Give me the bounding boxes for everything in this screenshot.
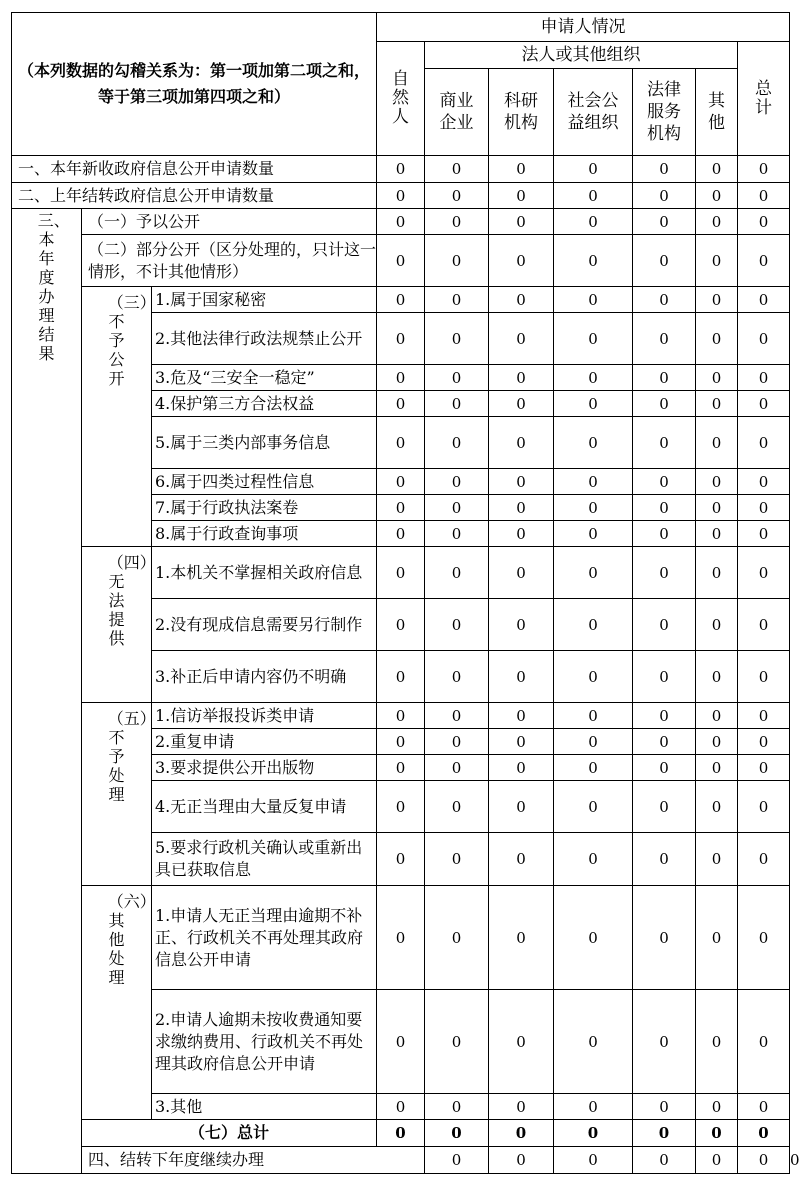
- cell-c2-6: 0: [738, 599, 790, 651]
- cell-b3-6: 0: [738, 365, 790, 391]
- cell-b2-3: 0: [554, 313, 633, 365]
- row-label-e2: 2.申请人逾期未按收费通知要求缴纳费用、行政机关不再处理其政府信息公开申请: [152, 990, 377, 1094]
- cell-d3-1: 0: [425, 755, 489, 781]
- cell-b1-1: 0: [425, 287, 489, 313]
- cell-r2-1: 0: [425, 183, 489, 209]
- cell-b3-0: 0: [377, 365, 425, 391]
- cell-b3-5: 0: [696, 365, 738, 391]
- statistics-table: [11, 12, 800, 1174]
- table-row: [12, 1120, 790, 1147]
- cell-d2-5: 0: [696, 729, 738, 755]
- cell-c3-4: 0: [633, 651, 696, 703]
- cell-b3-2: 0: [489, 365, 554, 391]
- header-note: （本列数据的勾稽关系为：第一项加第二项之和，等于第三项加第四项之和）: [12, 13, 377, 156]
- cell-a2-4: 0: [633, 235, 696, 287]
- cell-d5-3: 0: [554, 833, 633, 886]
- cell-e2-5: 0: [696, 990, 738, 1094]
- group-no-open: （三）不予公开: [82, 287, 152, 547]
- cell-d2-1: 0: [425, 729, 489, 755]
- cell-e2-4: 0: [633, 990, 696, 1094]
- cell-d5-1: 0: [425, 833, 489, 886]
- cell-d4-6: 0: [738, 781, 790, 833]
- cell-r2-3: 0: [554, 183, 633, 209]
- cell-b1-3: 0: [554, 287, 633, 313]
- cell-b2-6: 0: [738, 313, 790, 365]
- cell-b6-2: 0: [489, 469, 554, 495]
- cell-a1-0: 0: [377, 209, 425, 235]
- cell-r1-2: 0: [489, 156, 554, 183]
- cell-d4-2: 0: [489, 781, 554, 833]
- cell-b5-3: 0: [554, 417, 633, 469]
- row-label-tot: （七）总计: [82, 1120, 377, 1147]
- row-label-a1: （一）予以公开: [82, 209, 377, 235]
- col-business: 商业企业: [425, 69, 489, 156]
- cell-b5-4: 0: [633, 417, 696, 469]
- group-other-handle: （六）其他处理: [82, 886, 152, 1120]
- cell-b7-4: 0: [633, 495, 696, 521]
- cell-c3-5: 0: [696, 651, 738, 703]
- cell-d5-0: 0: [377, 833, 425, 886]
- cell-b5-6: 0: [738, 417, 790, 469]
- col-public-welfare: 社会公益组织: [554, 69, 633, 156]
- cell-b4-5: 0: [696, 391, 738, 417]
- cell-b7-0: 0: [377, 495, 425, 521]
- cell-a1-3: 0: [554, 209, 633, 235]
- cell-b1-2: 0: [489, 287, 554, 313]
- cell-r1-3: 0: [554, 156, 633, 183]
- row-label-c2: 2.没有现成信息需要另行制作: [152, 599, 377, 651]
- cell-r2-2: 0: [489, 183, 554, 209]
- cell-b2-1: 0: [425, 313, 489, 365]
- cell-b1-5: 0: [696, 287, 738, 313]
- cell-c1-3: 0: [554, 547, 633, 599]
- row-label-r4: 四、结转下年度继续办理: [82, 1147, 425, 1174]
- cell-b8-5: 0: [696, 521, 738, 547]
- cell-b4-3: 0: [554, 391, 633, 417]
- cell-c3-1: 0: [425, 651, 489, 703]
- cell-r2-4: 0: [633, 183, 696, 209]
- cell-c1-4: 0: [633, 547, 696, 599]
- cell-tot-5: 0: [696, 1120, 738, 1147]
- row-label-b2: 2.其他法律行政法规禁止公开: [152, 313, 377, 365]
- cell-d4-5: 0: [696, 781, 738, 833]
- cell-r4-4: 0: [696, 1147, 738, 1174]
- cell-d4-4: 0: [633, 781, 696, 833]
- cell-c3-6: 0: [738, 651, 790, 703]
- cell-b1-4: 0: [633, 287, 696, 313]
- table-row: [12, 886, 790, 990]
- cell-c3-2: 0: [489, 651, 554, 703]
- cell-b1-6: 0: [738, 287, 790, 313]
- cell-b8-6: 0: [738, 521, 790, 547]
- cell-a1-1: 0: [425, 209, 489, 235]
- legal-entity-header: 法人或其他组织: [425, 42, 738, 69]
- cell-c1-0: 0: [377, 547, 425, 599]
- cell-c2-5: 0: [696, 599, 738, 651]
- cell-b7-3: 0: [554, 495, 633, 521]
- cell-d5-2: 0: [489, 833, 554, 886]
- cell-r2-5: 0: [696, 183, 738, 209]
- cell-e2-6: 0: [738, 990, 790, 1094]
- cell-d1-5: 0: [696, 703, 738, 729]
- cell-a1-6: 0: [738, 209, 790, 235]
- cell-r1-1: 0: [425, 156, 489, 183]
- cell-c3-3: 0: [554, 651, 633, 703]
- cell-e3-0: 0: [377, 1094, 425, 1120]
- cell-d3-3: 0: [554, 755, 633, 781]
- table-row: 四、结转下年度继续办理 0 0 0 0 0 0 0: [12, 1147, 790, 1174]
- cell-e3-1: 0: [425, 1094, 489, 1120]
- cell-r1-5: 0: [696, 156, 738, 183]
- row-label-b4: 4.保护第三方合法权益: [152, 391, 377, 417]
- cell-c1-5: 0: [696, 547, 738, 599]
- cell-b2-2: 0: [489, 313, 554, 365]
- table-row: [12, 209, 790, 235]
- cell-a2-3: 0: [554, 235, 633, 287]
- cell-d1-2: 0: [489, 703, 554, 729]
- cell-b1-0: 0: [377, 287, 425, 313]
- cell-d5-4: 0: [633, 833, 696, 886]
- cell-e1-3: 0: [554, 886, 633, 990]
- total-header: 总计: [738, 42, 790, 156]
- cell-r1-0: 0: [377, 156, 425, 183]
- cell-e1-5: 0: [696, 886, 738, 990]
- row-label-d4: 4.无正当理由大量反复申请: [152, 781, 377, 833]
- cell-a1-2: 0: [489, 209, 554, 235]
- group-year-result: 三、本年度办理结果: [12, 209, 82, 1174]
- cell-d4-3: 0: [554, 781, 633, 833]
- row-label-b1: 1.属于国家秘密: [152, 287, 377, 313]
- cell-e1-2: 0: [489, 886, 554, 990]
- cell-b2-4: 0: [633, 313, 696, 365]
- cell-b6-4: 0: [633, 469, 696, 495]
- cell-d2-0: 0: [377, 729, 425, 755]
- cell-b5-2: 0: [489, 417, 554, 469]
- cell-e3-6: 0: [738, 1094, 790, 1120]
- row-label-b8: 8.属于行政查询事项: [152, 521, 377, 547]
- cell-r2-0: 0: [377, 183, 425, 209]
- cell-e2-0: 0: [377, 990, 425, 1094]
- cell-d3-4: 0: [633, 755, 696, 781]
- cell-e1-1: 0: [425, 886, 489, 990]
- applicant-header: 申请人情况: [377, 13, 790, 42]
- cell-tot-4: 0: [633, 1120, 696, 1147]
- cell-b7-5: 0: [696, 495, 738, 521]
- cell-d1-6: 0: [738, 703, 790, 729]
- cell-a2-6: 0: [738, 235, 790, 287]
- cell-b6-1: 0: [425, 469, 489, 495]
- cell-d4-0: 0: [377, 781, 425, 833]
- cell-b4-2: 0: [489, 391, 554, 417]
- cell-b4-0: 0: [377, 391, 425, 417]
- cell-c2-1: 0: [425, 599, 489, 651]
- group-cannot-provide: （四）无法提供: [82, 547, 152, 703]
- cell-d1-3: 0: [554, 703, 633, 729]
- cell-c2-0: 0: [377, 599, 425, 651]
- cell-tot-1: 0: [425, 1120, 489, 1147]
- cell-b5-0: 0: [377, 417, 425, 469]
- row-label-b5: 5.属于三类内部事务信息: [152, 417, 377, 469]
- cell-d4-1: 0: [425, 781, 489, 833]
- table-row: [12, 547, 790, 599]
- cell-a2-1: 0: [425, 235, 489, 287]
- cell-e3-5: 0: [696, 1094, 738, 1120]
- cell-d2-3: 0: [554, 729, 633, 755]
- cell-b6-6: 0: [738, 469, 790, 495]
- cell-d3-2: 0: [489, 755, 554, 781]
- cell-e3-4: 0: [633, 1094, 696, 1120]
- cell-d2-4: 0: [633, 729, 696, 755]
- row-label-b6: 6.属于四类过程性信息: [152, 469, 377, 495]
- natural-person-header: 自然人: [377, 42, 425, 156]
- col-other: 其他: [696, 69, 738, 156]
- cell-a1-5: 0: [696, 209, 738, 235]
- cell-e2-1: 0: [425, 990, 489, 1094]
- cell-d2-2: 0: [489, 729, 554, 755]
- cell-b2-5: 0: [696, 313, 738, 365]
- cell-b6-3: 0: [554, 469, 633, 495]
- cell-e3-2: 0: [489, 1094, 554, 1120]
- row-label-d2: 2.重复申请: [152, 729, 377, 755]
- cell-r2-6: 0: [738, 183, 790, 209]
- cell-d5-6: 0: [738, 833, 790, 886]
- cell-d5-5: 0: [696, 833, 738, 886]
- row-label-d1: 1.信访举报投诉类申请: [152, 703, 377, 729]
- row-label-r2: 二、上年结转政府信息公开申请数量: [12, 183, 377, 209]
- cell-d1-4: 0: [633, 703, 696, 729]
- cell-b8-4: 0: [633, 521, 696, 547]
- cell-d1-1: 0: [425, 703, 489, 729]
- cell-e2-2: 0: [489, 990, 554, 1094]
- cell-a2-2: 0: [489, 235, 554, 287]
- table-row: [12, 235, 790, 287]
- cell-e2-3: 0: [554, 990, 633, 1094]
- cell-b8-3: 0: [554, 521, 633, 547]
- cell-c3-0: 0: [377, 651, 425, 703]
- cell-c1-1: 0: [425, 547, 489, 599]
- table-row: [12, 287, 790, 313]
- group-no-handle: （五）不予处理: [82, 703, 152, 886]
- row-label-c1: 1.本机关不掌握相关政府信息: [152, 547, 377, 599]
- cell-b4-6: 0: [738, 391, 790, 417]
- col-legal-service: 法律服务机构: [633, 69, 696, 156]
- table-row: [12, 703, 790, 729]
- row-label-e3: 3.其他: [152, 1094, 377, 1120]
- cell-r4-1: 0: [489, 1147, 554, 1174]
- cell-b7-2: 0: [489, 495, 554, 521]
- cell-d3-0: 0: [377, 755, 425, 781]
- cell-c1-6: 0: [738, 547, 790, 599]
- row-label-d3: 3.要求提供公开出版物: [152, 755, 377, 781]
- cell-b6-0: 0: [377, 469, 425, 495]
- cell-b3-3: 0: [554, 365, 633, 391]
- cell-b2-0: 0: [377, 313, 425, 365]
- cell-r4-3: 0: [633, 1147, 696, 1174]
- cell-b6-5: 0: [696, 469, 738, 495]
- cell-b7-6: 0: [738, 495, 790, 521]
- cell-r4-5: 0: [738, 1147, 790, 1174]
- cell-b3-4: 0: [633, 365, 696, 391]
- cell-tot-0: 0: [377, 1120, 425, 1147]
- cell-e1-0: 0: [377, 886, 425, 990]
- cell-e3-3: 0: [554, 1094, 633, 1120]
- cell-e1-4: 0: [633, 886, 696, 990]
- cell-b4-4: 0: [633, 391, 696, 417]
- cell-r1-4: 0: [633, 156, 696, 183]
- cell-b8-0: 0: [377, 521, 425, 547]
- row-label-e1: 1.申请人无正当理由逾期不补正、行政机关不再处理其政府信息公开申请: [152, 886, 377, 990]
- cell-c2-4: 0: [633, 599, 696, 651]
- cell-a1-4: 0: [633, 209, 696, 235]
- cell-d3-5: 0: [696, 755, 738, 781]
- cell-b5-5: 0: [696, 417, 738, 469]
- row-label-a2: （二）部分公开（区分处理的，只计这一情形，不计其他情形）: [82, 235, 377, 287]
- cell-a2-0: 0: [377, 235, 425, 287]
- row-label-r1: 一、本年新收政府信息公开申请数量: [12, 156, 377, 183]
- row-label-d5: 5.要求行政机关确认或重新出具已获取信息: [152, 833, 377, 886]
- cell-tot-3: 0: [554, 1120, 633, 1147]
- cell-b8-2: 0: [489, 521, 554, 547]
- cell-e1-6: 0: [738, 886, 790, 990]
- table-row: [12, 156, 790, 183]
- cell-b5-1: 0: [425, 417, 489, 469]
- cell-d1-0: 0: [377, 703, 425, 729]
- row-label-c3: 3.补正后申请内容仍不明确: [152, 651, 377, 703]
- cell-c1-2: 0: [489, 547, 554, 599]
- cell-b3-1: 0: [425, 365, 489, 391]
- cell-tot-6: 0: [738, 1120, 790, 1147]
- cell-d3-6: 0: [738, 755, 790, 781]
- cell-b4-1: 0: [425, 391, 489, 417]
- cell-r1-6: 0: [738, 156, 790, 183]
- cell-a2-5: 0: [696, 235, 738, 287]
- cell-d2-6: 0: [738, 729, 790, 755]
- row-label-b7: 7.属于行政执法案卷: [152, 495, 377, 521]
- cell-r4-2: 0: [554, 1147, 633, 1174]
- cell-b8-1: 0: [425, 521, 489, 547]
- cell-b7-1: 0: [425, 495, 489, 521]
- cell-c2-3: 0: [554, 599, 633, 651]
- col-research: 科研机构: [489, 69, 554, 156]
- table-row: [12, 183, 790, 209]
- cell-r4-0: 0: [425, 1147, 489, 1174]
- cell-tot-2: 0: [489, 1120, 554, 1147]
- cell-c2-2: 0: [489, 599, 554, 651]
- row-label-b3: 3.危及“三安全一稳定”: [152, 365, 377, 391]
